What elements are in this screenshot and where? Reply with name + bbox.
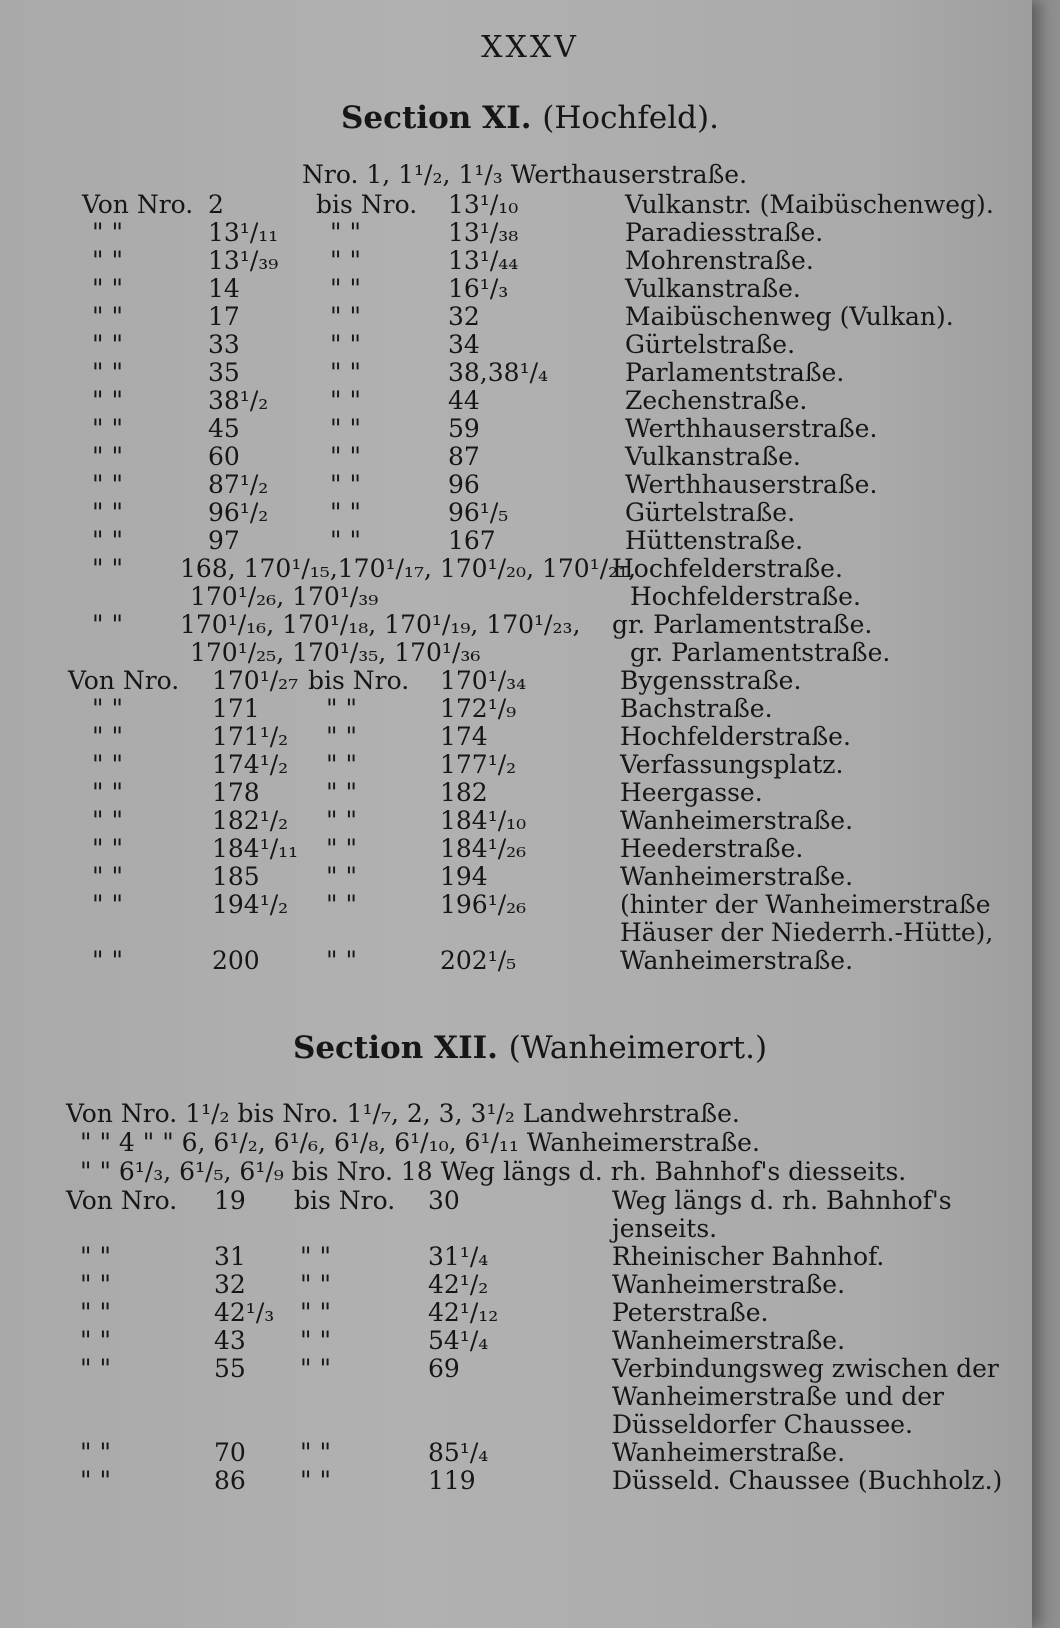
row-bis: " " (326, 834, 357, 863)
row-prefix: Von Nro. (66, 1186, 178, 1215)
row-bis: " " (300, 1270, 331, 1299)
row-street: Hochfelderstraße. (630, 582, 861, 611)
section-12-heading (0, 1030, 1060, 1066)
row-bis: " " (330, 442, 361, 471)
row-prefix: " " (92, 722, 123, 751)
row-street: (hinter der Wanheimerstraße (620, 890, 991, 919)
row-prefix: " " (92, 442, 123, 471)
row-to-number: 31¹/₄ (428, 1242, 489, 1271)
row-bis: bis Nro. (316, 190, 418, 219)
row-street: Wanheimerstraße. (612, 1270, 846, 1299)
row-street: Werthhauserstraße. (625, 414, 878, 443)
row-bis: " " (300, 1242, 331, 1271)
row-from-number: 31 (214, 1242, 246, 1271)
row-from-number: 70 (214, 1438, 246, 1467)
row-prefix: " " (92, 862, 123, 891)
row-from-number: 45 (208, 414, 240, 443)
page-number: XXXV (481, 30, 579, 65)
row-bis: " " (330, 414, 361, 443)
row-street: Paradiesstraße. (625, 218, 824, 247)
row-prefix: " " (92, 694, 123, 723)
row-bis: " " (300, 1298, 331, 1327)
row-to-number: 42¹/₂ (428, 1270, 489, 1299)
row-to-number: 32 (448, 302, 480, 331)
row-to-number: 196¹/₂₆ (440, 890, 527, 919)
row-street: Mohrenstraße. (625, 246, 814, 275)
row-to-number: 119 (428, 1466, 476, 1495)
row-prefix: " " (92, 274, 123, 303)
row-from-number: 13¹/₁₁ (208, 218, 279, 247)
row-prefix: " " (92, 890, 123, 919)
row-from-number: 96¹/₂ (208, 498, 269, 527)
row-from-number: 60 (208, 442, 240, 471)
row-prefix: " " (92, 218, 123, 247)
row-to-number: 170¹/₃₄ (440, 666, 527, 695)
row-street: Werthhauserstraße. (625, 470, 878, 499)
row-bis: " " (330, 526, 361, 555)
row-street: Gürtelstraße. (625, 498, 796, 527)
row-from-number: 178 (212, 778, 260, 807)
row-from-number: 185 (212, 862, 260, 891)
row-prefix: " " (92, 554, 123, 583)
row-bis: " " (326, 778, 357, 807)
row-street: Parlamentstraße. (625, 358, 845, 387)
row-prefix: " " (92, 498, 123, 527)
row-prefix: " " (92, 302, 123, 331)
section-12-subtitle: (Wanheimerort.) (508, 1030, 768, 1066)
section-12-title: Section XII. (292, 1030, 498, 1066)
row-street: Verbindungsweg zwischen der (612, 1354, 999, 1383)
row-from-number: 14 (208, 274, 240, 303)
row-to-number: 16¹/₃ (448, 274, 509, 303)
row-prefix: Von Nro. (82, 190, 194, 219)
row-numbers: 170¹/₂₆, 170¹/₃₉ (190, 582, 379, 611)
row-bis: " " (330, 274, 361, 303)
section-12-line-3: " " 6¹/₃, 6¹/₅, 6¹/₉ bis Nro. 18 Weg längs d. rh. Bahnhof's diesseits. (80, 1157, 907, 1186)
row-prefix: " " (80, 1242, 111, 1271)
row-numbers: 170¹/₂₅, 170¹/₃₅, 170¹/₃₆ (190, 638, 481, 667)
row-to-number: 13¹/₄₄ (448, 246, 519, 275)
row-street: Wanheimerstraße. (612, 1438, 846, 1467)
row-to-number: 184¹/₂₆ (440, 834, 527, 863)
row-prefix: " " (80, 1298, 111, 1327)
row-from-number: 13¹/₃₉ (208, 246, 279, 275)
row-street: Bachstraße. (620, 694, 773, 723)
row-from-number: 182¹/₂ (212, 806, 289, 835)
row-from-number: 38¹/₂ (208, 386, 269, 415)
row-street: Heergasse. (620, 778, 763, 807)
row-bis: " " (300, 1354, 331, 1383)
section-11-subtitle: (Hochfeld). (542, 100, 719, 136)
row-bis: " " (326, 890, 357, 919)
row-from-number: 19 (214, 1186, 246, 1215)
section-11-heading (0, 100, 1060, 136)
row-prefix: " " (92, 470, 123, 499)
row-prefix: " " (92, 806, 123, 835)
row-street: gr. Parlamentstraße. (630, 638, 891, 667)
row-street: Wanheimerstraße. (620, 806, 854, 835)
row-to-number: 177¹/₂ (440, 750, 517, 779)
row-street: Vulkanstr. (Maibüschenweg). (625, 190, 994, 219)
row-street: Hochfelderstraße. (612, 554, 843, 583)
row-to-number: 13¹/₃₈ (448, 218, 519, 247)
row-bis: " " (326, 862, 357, 891)
row-to-number: 194 (440, 862, 488, 891)
row-to-number: 30 (428, 1186, 460, 1215)
row-bis: " " (326, 694, 357, 723)
row-prefix: " " (92, 946, 123, 975)
row-from-number: 171¹/₂ (212, 722, 289, 751)
row-bis: " " (326, 946, 357, 975)
row-prefix: " " (92, 610, 123, 639)
row-prefix: " " (80, 1466, 111, 1495)
row-street-continued: Düsseldorfer Chaussee. (612, 1410, 913, 1439)
row-from-number: 200 (212, 946, 260, 975)
row-numbers: 168, 170¹/₁₅,170¹/₁₇, 170¹/₂₀, 170¹/₂₁, (180, 554, 637, 583)
row-bis: " " (330, 386, 361, 415)
row-to-number: 13¹/₁₀ (448, 190, 519, 219)
section-12-line-1: Von Nro. 1¹/₂ bis Nro. 1¹/₇, 2, 3, 3¹/₂ Landwehrstraße. (66, 1099, 740, 1128)
row-street: Hüttenstraße. (625, 526, 804, 555)
row-to-number: 34 (448, 330, 480, 359)
row-street: Vulkanstraße. (625, 442, 801, 471)
row-bis: " " (300, 1438, 331, 1467)
row-to-number: 44 (448, 386, 480, 415)
row-prefix: " " (92, 778, 123, 807)
section-12-line-2: " " 4 " " 6, 6¹/₂, 6¹/₆, 6¹/₈, 6¹/₁₀, 6¹/₁₁ Wanheimerstraße. (80, 1128, 760, 1157)
row-to-number: 59 (448, 414, 480, 443)
row-prefix: " " (92, 358, 123, 387)
row-street-continued: Wanheimerstraße und der (612, 1382, 944, 1411)
row-prefix: " " (92, 750, 123, 779)
row-to-number: 167 (448, 526, 496, 555)
row-prefix: Von Nro. (68, 666, 180, 695)
row-from-number: 97 (208, 526, 240, 555)
row-street: Maibüschenweg (Vulkan). (625, 302, 954, 331)
row-street: Verfassungsplatz. (620, 750, 844, 779)
row-to-number: 38,38¹/₄ (448, 358, 549, 387)
row-bis: bis Nro. (294, 1186, 396, 1215)
row-from-number: 171 (212, 694, 260, 723)
row-bis: " " (326, 806, 357, 835)
row-prefix: " " (92, 330, 123, 359)
row-street: Vulkanstraße. (625, 274, 801, 303)
row-street: Bygensstraße. (620, 666, 802, 695)
row-from-number: 194¹/₂ (212, 890, 289, 919)
row-bis: " " (330, 498, 361, 527)
row-street: Peterstraße. (612, 1298, 769, 1327)
row-prefix: " " (92, 834, 123, 863)
row-from-number: 32 (214, 1270, 246, 1299)
row-prefix: " " (92, 246, 123, 275)
row-to-number: 172¹/₉ (440, 694, 517, 723)
row-bis: bis Nro. (308, 666, 410, 695)
row-to-number: 69 (428, 1354, 460, 1383)
row-to-number: 174 (440, 722, 488, 751)
row-to-number: 182 (440, 778, 488, 807)
row-street: Wanheimerstraße. (620, 862, 854, 891)
row-street: Heederstraße. (620, 834, 804, 863)
row-bis: " " (330, 218, 361, 247)
row-from-number: 17 (208, 302, 240, 331)
row-prefix: " " (80, 1326, 111, 1355)
row-bis: " " (330, 302, 361, 331)
row-from-number: 42¹/₃ (214, 1298, 275, 1327)
row-from-number: 35 (208, 358, 240, 387)
section-11-title: Section XI. (341, 100, 532, 136)
row-to-number: 54¹/₄ (428, 1326, 489, 1355)
row-from-number: 55 (214, 1354, 246, 1383)
row-from-number: 86 (214, 1466, 246, 1495)
row-bis: " " (300, 1466, 331, 1495)
row-prefix: " " (80, 1270, 111, 1299)
row-to-number: 87 (448, 442, 480, 471)
row-to-number: 42¹/₁₂ (428, 1298, 499, 1327)
row-bis: " " (326, 722, 357, 751)
row-street: Rheinischer Bahnhof. (612, 1242, 885, 1271)
row-street: Wanheimerstraße. (620, 946, 854, 975)
section-11-first-line: Nro. 1, 1¹/₂, 1¹/₃ Werthauserstraße. (302, 160, 748, 189)
row-to-number: 96 (448, 470, 480, 499)
row-prefix: " " (92, 414, 123, 443)
row-from-number: 174¹/₂ (212, 750, 289, 779)
row-bis: " " (330, 330, 361, 359)
row-street: Hochfelderstraße. (620, 722, 851, 751)
row-street: Zechenstraße. (625, 386, 808, 415)
row-bis: " " (330, 470, 361, 499)
row-prefix: " " (92, 386, 123, 415)
row-street: Gürtelstraße. (625, 330, 796, 359)
row-prefix: " " (80, 1438, 111, 1467)
row-street: Wanheimerstraße. (612, 1326, 846, 1355)
row-numbers: 170¹/₁₆, 170¹/₁₈, 170¹/₁₉, 170¹/₂₃, (180, 610, 581, 639)
row-from-number: 87¹/₂ (208, 470, 269, 499)
row-street: gr. Parlamentstraße. (612, 610, 873, 639)
row-from-number: 43 (214, 1326, 246, 1355)
row-bis: " " (330, 358, 361, 387)
row-from-number: 170¹/₂₇ (212, 666, 299, 695)
row-from-number: 2 (208, 190, 224, 219)
row-prefix: " " (92, 526, 123, 555)
row-street: Weg längs d. rh. Bahnhof's (612, 1186, 952, 1215)
row-to-number: 202¹/₅ (440, 946, 517, 975)
row-street-continued: jenseits. (612, 1214, 718, 1243)
row-prefix: " " (80, 1354, 111, 1383)
row-bis: " " (300, 1326, 331, 1355)
row-street-continued: Häuser der Niederrh.-Hütte), (620, 918, 994, 947)
row-street: Düsseld. Chaussee (Buchholz.) (612, 1466, 1003, 1495)
row-to-number: 85¹/₄ (428, 1438, 489, 1467)
row-bis: " " (326, 750, 357, 779)
row-from-number: 184¹/₁₁ (212, 834, 299, 863)
row-bis: " " (330, 246, 361, 275)
row-from-number: 33 (208, 330, 240, 359)
row-to-number: 184¹/₁₀ (440, 806, 527, 835)
row-to-number: 96¹/₅ (448, 498, 509, 527)
